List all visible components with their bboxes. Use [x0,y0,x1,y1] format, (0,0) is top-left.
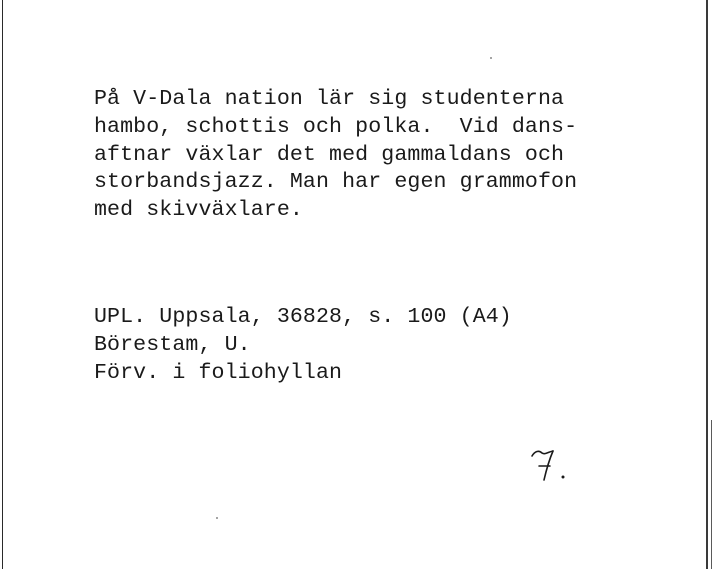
reference-line: Förv. i foliohyllan [94,360,343,385]
reference-line: Börestam, U. [94,332,251,357]
body-line: hambo, schottis och polka. Vid dans- [94,114,578,139]
body-line: storbandsjazz. Man har egen grammofon [94,170,578,195]
body-line: aftnar växlar det med gammaldans och [94,142,565,167]
card-right-edge-shadow [711,420,712,569]
handwritten-number [526,442,576,486]
card-right-edge [706,0,708,569]
body-line: med skivväxlare. [94,198,303,223]
card-body-text [94,86,577,225]
card-left-edge [2,0,3,569]
body-line: På V-Dala nation lär sig studenterna [94,87,565,111]
paper-speck [490,57,492,59]
card-reference [94,304,512,387]
paper-speck [216,517,218,519]
reference-line: UPL. Uppsala, 36828, s. 100 (A4) [94,305,512,329]
